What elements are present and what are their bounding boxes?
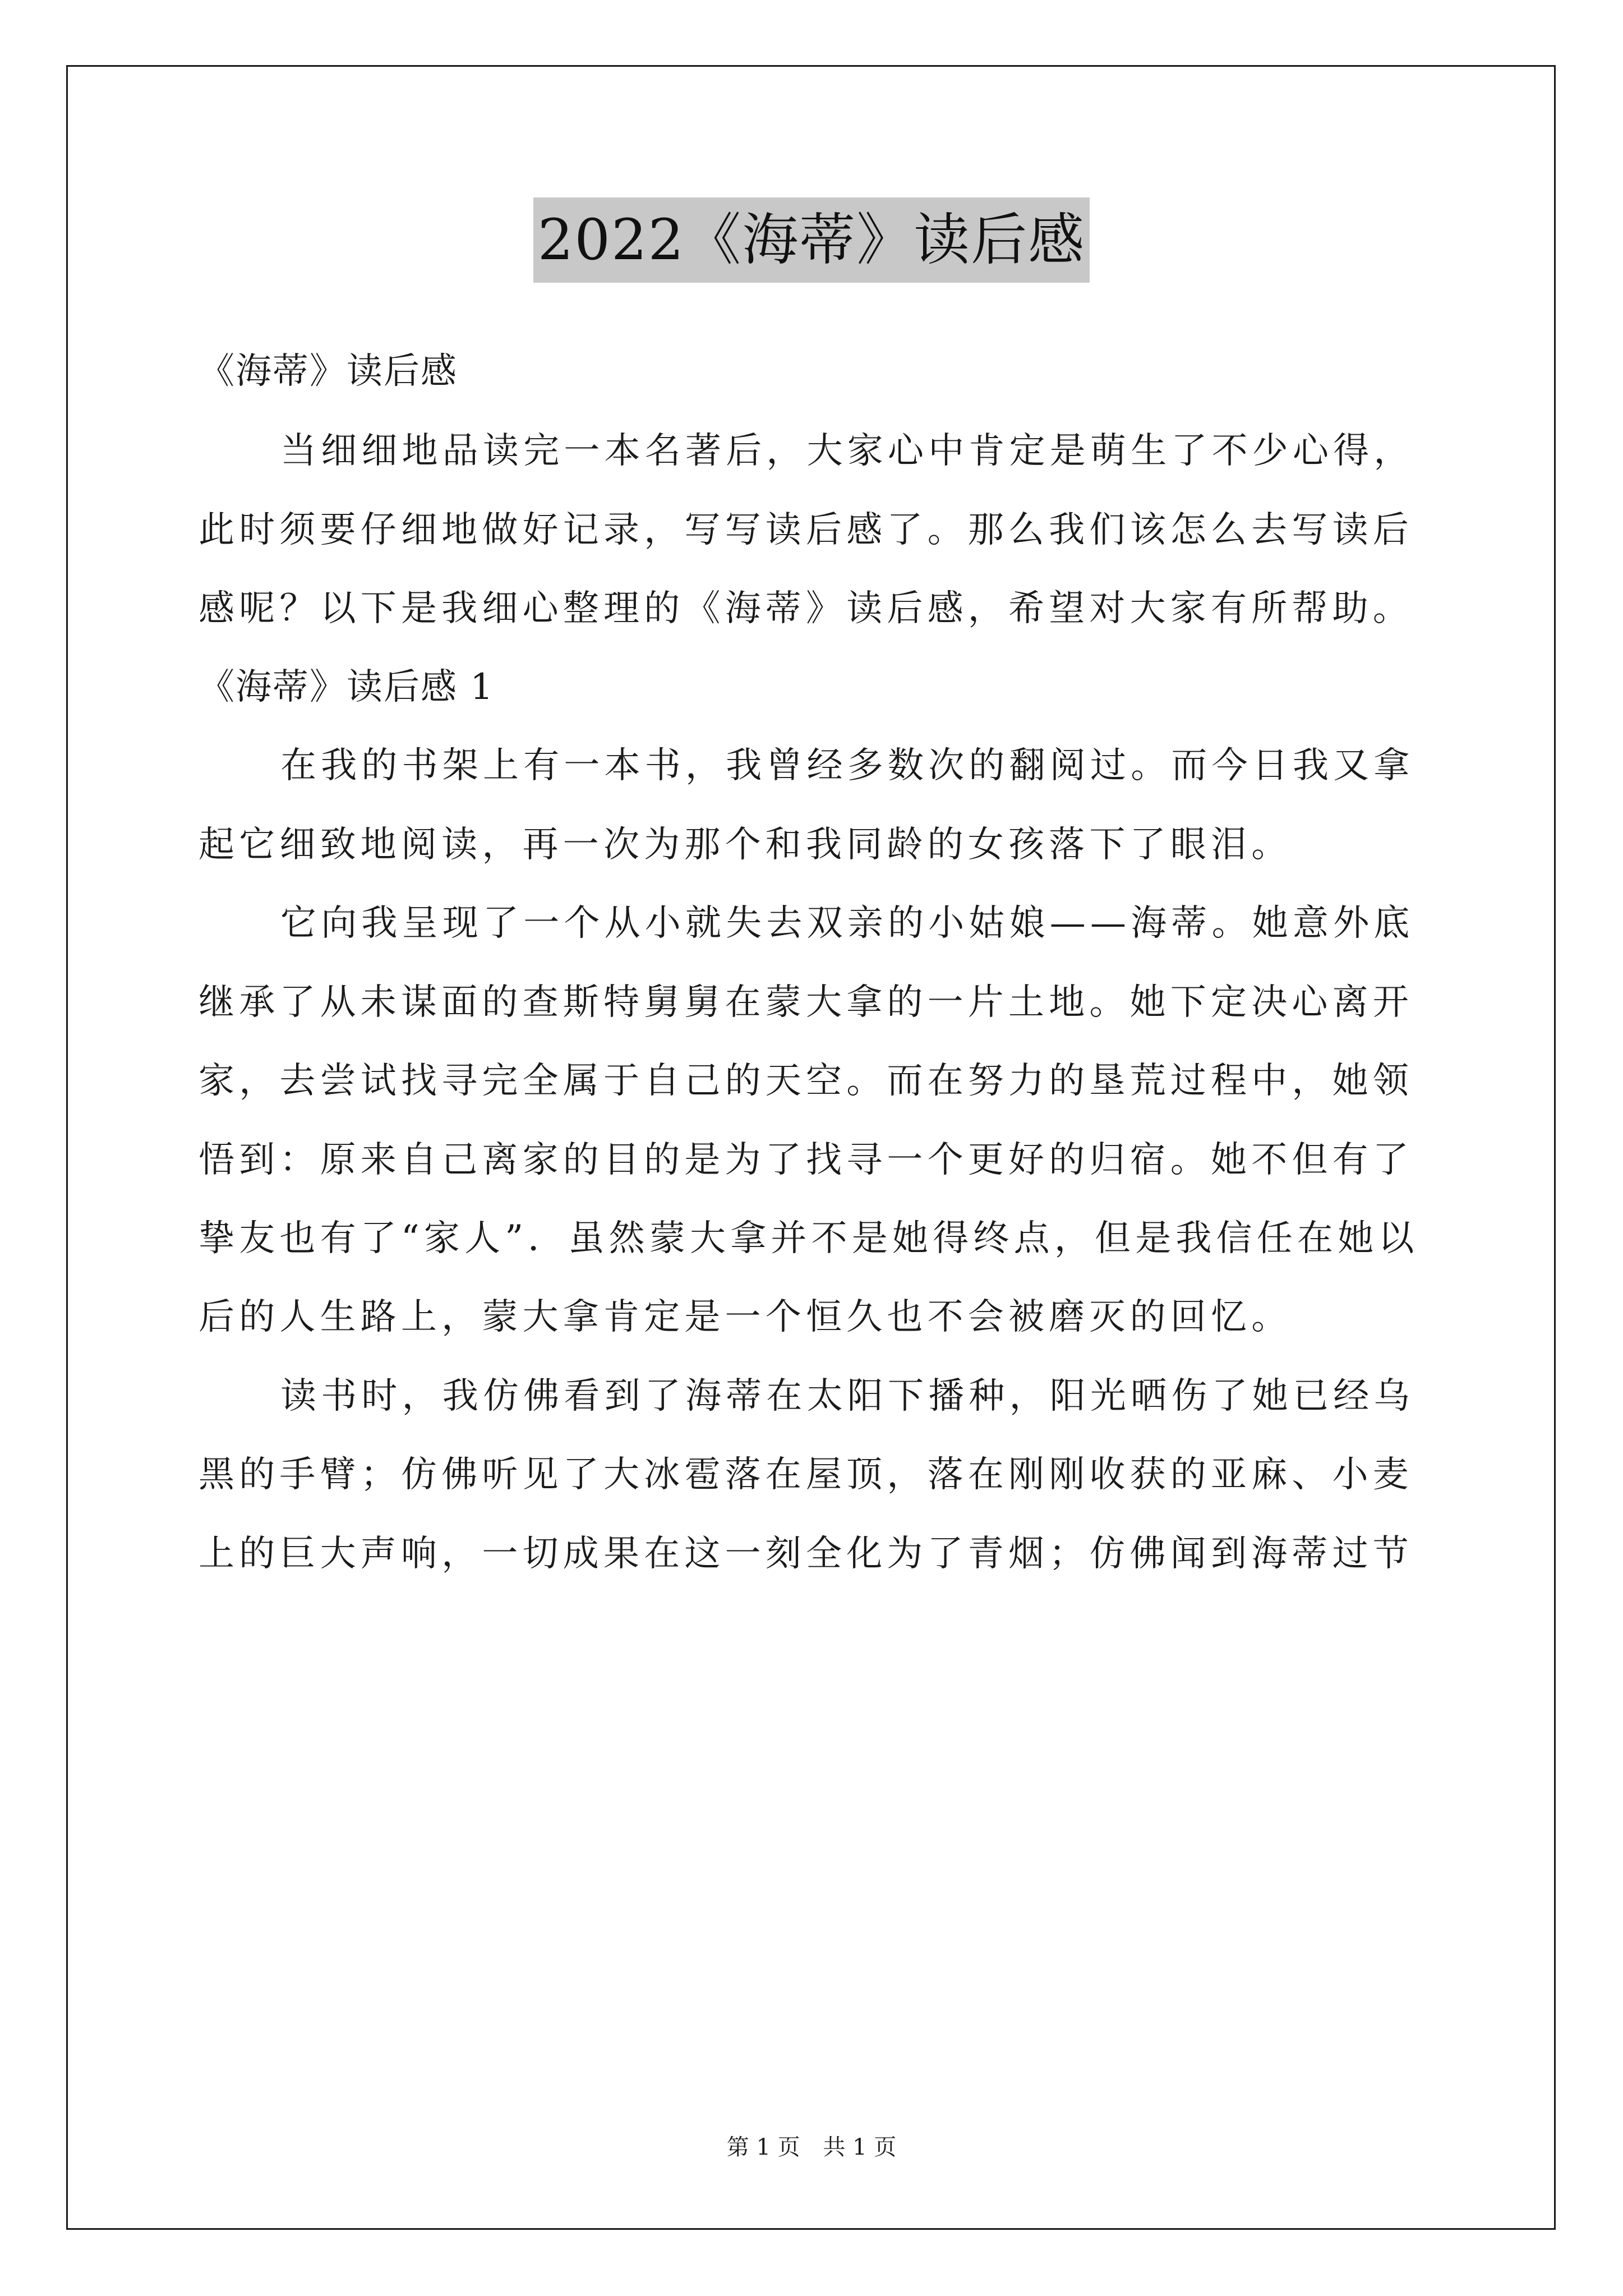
section-heading: 《海蒂》读后感 1 xyxy=(199,666,495,708)
paragraph-line: 此时须要仔细地做好记录，写写读后感了。那么我们该怎么去写读后 xyxy=(199,509,1413,551)
page-number: 第 1 页 xyxy=(726,2134,800,2160)
paragraph-line: 挚友也有了“家人”．虽然蒙大拿并不是她得终点，但是我信任在她以 xyxy=(199,1218,1419,1259)
paragraph-line: 后的人生路上，蒙大拿肯定是一个恒久也不会被磨灭的回忆。 xyxy=(199,1296,1292,1338)
paragraph-line: 继承了从未谋面的查斯特舅舅在蒙大拿的一片土地。她下定决心离开 xyxy=(199,982,1413,1023)
paragraph-line: 当细细地品读完一本名著后，大家心中肯定是萌生了不少心得， xyxy=(280,430,1414,472)
paragraph-line: 家，去尝试找寻完全属于自己的天空。而在努力的垦荒过程中，她领 xyxy=(199,1060,1413,1102)
page-total: 共 1 页 xyxy=(823,2134,897,2160)
paragraph-line: 上的巨大声响，一切成果在这一刻全化为了青烟；仿佛闻到海蒂过节 xyxy=(199,1533,1413,1575)
title-container xyxy=(0,197,1623,283)
paragraph-line: 在我的书架上有一本书，我曾经多数次的翻阅过。而今日我又拿 xyxy=(280,745,1414,786)
document-title: 2022《海蒂》读后感 xyxy=(533,197,1090,283)
paragraph-line: 它向我呈现了一个从小就失去双亲的小姑娘——海蒂。她意外底 xyxy=(280,903,1414,944)
paragraph-line: 起它细致地阅读，再一次为那个和我同龄的女孩落下了眼泪。 xyxy=(199,824,1292,866)
section-heading: 《海蒂》读后感 xyxy=(199,351,458,392)
paragraph-line: 黑的手臂；仿佛听见了大冰雹落在屋顶，落在刚刚收获的亚麻、小麦 xyxy=(199,1454,1413,1496)
paragraph-line: 感呢？以下是我细心整理的《海蒂》读后感，希望对大家有所帮助。 xyxy=(199,588,1413,629)
paragraph-line: 读书时，我仿佛看到了海蒂在太阳下播种，阳光晒伤了她已经乌 xyxy=(280,1375,1414,1417)
page-footer xyxy=(0,2132,1623,2163)
paragraph-line: 悟到：原来自己离家的目的是为了找寻一个更好的归宿。她不但有了 xyxy=(199,1139,1413,1181)
